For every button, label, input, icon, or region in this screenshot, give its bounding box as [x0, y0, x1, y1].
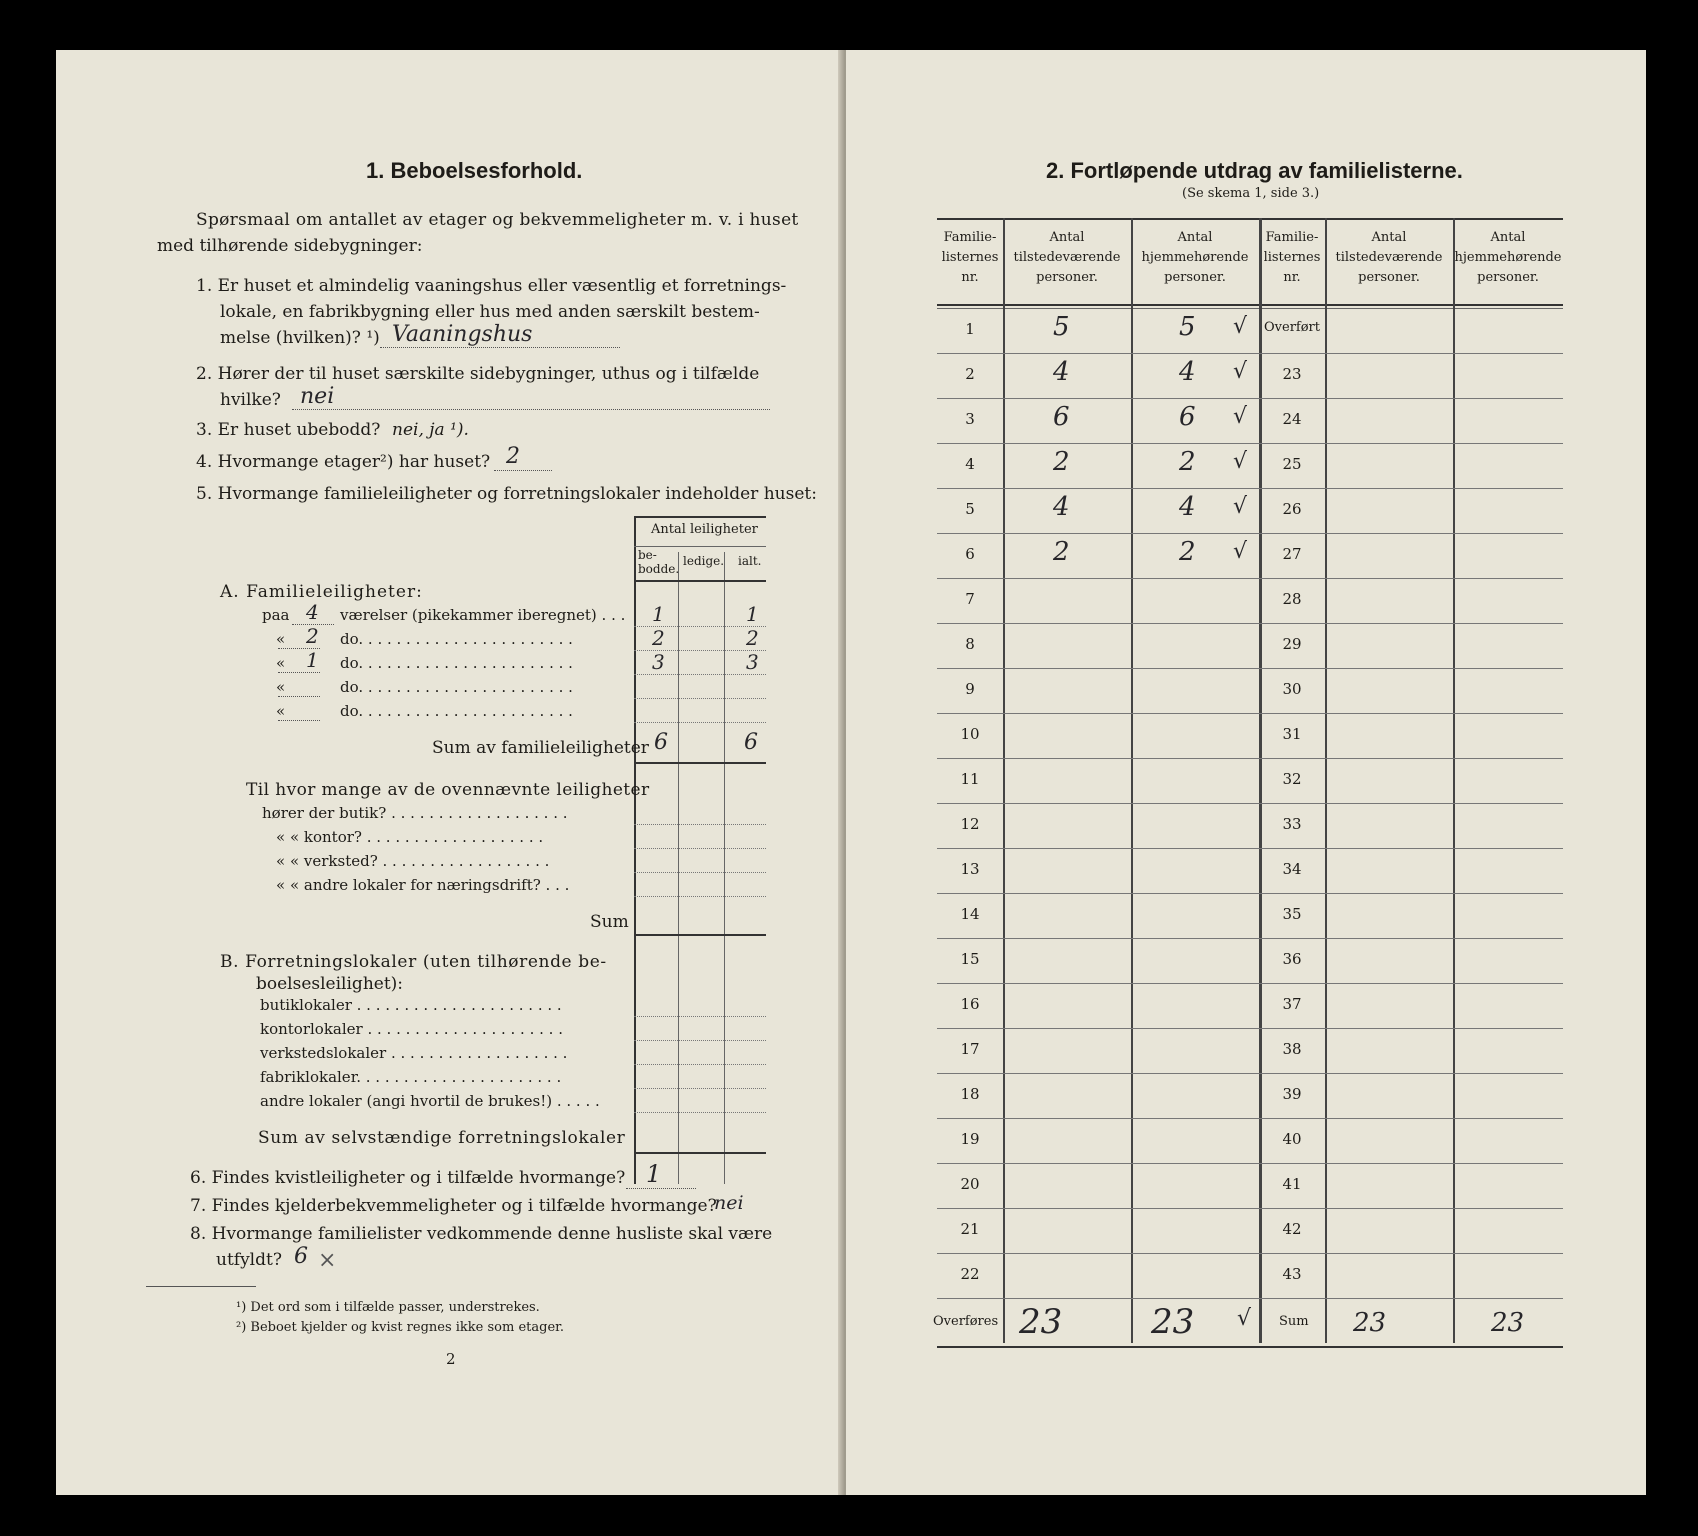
hjemme-value: 5 — [1179, 312, 1196, 342]
check-mark: √ — [1233, 449, 1248, 474]
row-number: 43 — [1282, 1265, 1302, 1283]
intro-line-2: med tilhørende sidebygninger: — [157, 236, 423, 256]
table-divider — [724, 552, 725, 1184]
row-line — [634, 674, 766, 675]
column-header-tilstede: Antal tilstedeværende personer. — [1013, 230, 1121, 285]
section-b-line-2: boelsesleilighet): — [256, 974, 404, 994]
row-number: 25 — [1282, 455, 1302, 473]
row-number: 29 — [1282, 635, 1302, 653]
sum-familieleiligheter-bebodde: 6 — [654, 730, 668, 755]
column-divider — [1003, 218, 1005, 1343]
row-rule — [937, 488, 1563, 489]
row-line — [634, 824, 766, 825]
row-prefix: « — [276, 702, 286, 720]
rooms-line — [278, 696, 320, 697]
question-1-answer: Vaaningshus — [392, 322, 533, 347]
b-row-label: kontorlokaler . . . . . . . . . . . . . . . . . . . . . — [260, 1020, 563, 1038]
question-1-line-3: melse (hvilken)? ¹) — [220, 328, 380, 348]
left-page — [56, 50, 844, 1495]
question-5: 5. Hvormange familieleiligheter og forretningslokaler indeholder huset: — [196, 484, 817, 504]
tilstede-value: 4 — [1053, 492, 1070, 522]
ialt-value: 2 — [746, 626, 759, 650]
column-ledige: ledige. — [683, 554, 725, 568]
sum-label: Sum — [590, 912, 629, 932]
sum-forretningslokaler-label: Sum av selvstændige forretningslokaler — [258, 1128, 626, 1148]
question-2-answer: nei — [300, 384, 335, 409]
row-number: 36 — [1282, 950, 1302, 968]
row-rule — [937, 623, 1563, 624]
sum-rule — [634, 1152, 766, 1154]
row-line — [634, 1016, 766, 1017]
row-number: 8 — [965, 635, 975, 653]
row-rule — [937, 848, 1563, 849]
section-1-title: 1. Beboelsesforhold. — [366, 158, 583, 183]
row-number: 40 — [1282, 1130, 1302, 1148]
sum-rule — [634, 762, 766, 764]
check-mark: √ — [1233, 539, 1248, 564]
row-rule — [937, 803, 1563, 804]
check-mark: √ — [1237, 1306, 1252, 1331]
row-number: 33 — [1282, 815, 1302, 833]
hjemme-value: 4 — [1179, 357, 1196, 387]
page-number: 2 — [446, 1350, 456, 1368]
row-number: 9 — [965, 680, 975, 698]
row-number: 3 — [965, 410, 975, 428]
row-line — [634, 1088, 766, 1089]
column-divider — [1131, 218, 1133, 1343]
question-3-options: nei, ja ¹). — [392, 420, 469, 440]
row-line — [634, 896, 766, 897]
row-line — [634, 872, 766, 873]
row-rule — [937, 443, 1563, 444]
question-3: 3. Er huset ubebodd? — [196, 420, 381, 440]
row-prefix: « — [276, 654, 286, 672]
row-number: 5 — [965, 500, 975, 518]
row-rule — [937, 668, 1563, 669]
row-rule — [937, 938, 1563, 939]
table-border — [634, 516, 636, 1184]
row-rule — [937, 893, 1563, 894]
table-header: Antal leiligheter — [651, 522, 758, 537]
bebodde-value: 1 — [652, 602, 665, 626]
row-line — [634, 722, 766, 723]
hjemme-value: 2 — [1179, 447, 1196, 477]
rooms-count: 2 — [306, 624, 319, 648]
row-rule — [937, 1028, 1563, 1029]
row-label: do. . . . . . . . . . . . . . . . . . . . . . . — [340, 630, 573, 648]
answer-line — [292, 409, 770, 410]
rooms-line — [278, 720, 320, 721]
row-line — [634, 1112, 766, 1113]
tilstede-value: 2 — [1053, 537, 1070, 567]
tally-mark: × — [318, 1248, 337, 1273]
section-2-subtitle: (Se skema 1, side 3.) — [1182, 186, 1320, 201]
sum-tilstede: 23 — [1353, 1308, 1387, 1338]
row-prefix: « — [276, 630, 286, 648]
table-top-rule — [937, 218, 1563, 220]
row-number: 38 — [1282, 1040, 1302, 1058]
b-row-label: andre lokaler (angi hvortil de brukes!) . . . . . — [260, 1092, 600, 1110]
row-number: 42 — [1282, 1220, 1302, 1238]
row-line — [634, 1064, 766, 1065]
tilstede-value: 4 — [1053, 357, 1070, 387]
footnote-rule — [146, 1286, 256, 1287]
question-1-line-2: lokale, en fabrikbygning eller hus med anden særskilt bestem- — [220, 302, 760, 322]
rooms-count: 4 — [306, 600, 319, 624]
row-number: 17 — [960, 1040, 980, 1058]
answer-line — [494, 470, 552, 471]
row-number: 21 — [960, 1220, 980, 1238]
question-1-line-1: 1. Er huset et almindelig vaaningshus eller væsentlig et forretnings- — [196, 276, 787, 296]
question-4: 4. Hvormange etager²) har huset? — [196, 452, 491, 472]
row-number: Overført — [1264, 320, 1320, 335]
row-rule — [937, 1298, 1563, 1299]
question-4-answer: 2 — [506, 444, 520, 469]
row-number: 30 — [1282, 680, 1302, 698]
row-number: 4 — [965, 455, 975, 473]
rooms-count: 1 — [306, 648, 319, 672]
section-a-title: A. Familieleiligheter: — [220, 582, 423, 602]
table-bottom-rule — [937, 1346, 1563, 1348]
row-label: do. . . . . . . . . . . . . . . . . . . . . . . — [340, 654, 573, 672]
row-number: 2 — [965, 365, 975, 383]
table-border — [634, 580, 766, 582]
row-rule — [937, 713, 1563, 714]
column-ialt: ialt. — [738, 554, 762, 568]
question-8-answer: 6 — [294, 1244, 308, 1269]
row-rule — [937, 398, 1563, 399]
row-rule — [937, 1118, 1563, 1119]
hjemme-value: 2 — [1179, 537, 1196, 567]
table-border — [634, 516, 766, 518]
row-number: 14 — [960, 905, 980, 923]
row-number: 37 — [1282, 995, 1302, 1013]
row-number: 32 — [1282, 770, 1302, 788]
hjemme-value: 6 — [1179, 402, 1196, 432]
row-number: 23 — [1282, 365, 1302, 383]
tilstede-value: 2 — [1053, 447, 1070, 477]
question-2-line-1: 2. Hører der til huset særskilte sidebygninger, uthus og i tilfælde — [196, 364, 760, 384]
answer-line — [380, 347, 620, 348]
row-rule — [937, 1073, 1563, 1074]
question-2-line-2: hvilke? — [220, 390, 281, 410]
question-6-answer: 1 — [646, 1160, 662, 1188]
row-line — [634, 1040, 766, 1041]
butik-row-label: « « verksted? . . . . . . . . . . . . . . . . . . — [276, 852, 550, 870]
row-number: 12 — [960, 815, 980, 833]
sum-rule — [634, 934, 766, 936]
sum-familieleiligheter-label: Sum av familieleiligheter — [432, 738, 649, 758]
question-7-answer: nei — [714, 1192, 744, 1214]
row-number: 15 — [960, 950, 980, 968]
row-number: 28 — [1282, 590, 1302, 608]
row-rule — [937, 1163, 1563, 1164]
rooms-line — [278, 672, 320, 673]
familielister-table — [933, 218, 1563, 1343]
row-rule — [937, 1253, 1563, 1254]
b-row-label: fabriklokaler. . . . . . . . . . . . . . . . . . . . . . — [260, 1068, 562, 1086]
question-7: 7. Findes kjelderbekvemmeligheter og i tilfælde hvormange? — [190, 1196, 717, 1216]
column-header-tilstede: Antal tilstedeværende personer. — [1335, 230, 1443, 285]
row-number: 6 — [965, 545, 975, 563]
footnote-2: ²) Beboet kjelder og kvist regnes ikke som etager. — [236, 1320, 565, 1335]
b-row-label: verkstedslokaler . . . . . . . . . . . . . . . . . . . — [260, 1044, 568, 1062]
header-rule — [937, 304, 1563, 306]
header-rule — [937, 308, 1563, 309]
row-number: 18 — [960, 1085, 980, 1103]
row-number: 10 — [960, 725, 980, 743]
ialt-value: 1 — [746, 602, 759, 626]
row-rule — [937, 1208, 1563, 1209]
intro-line-1: Spørsmaal om antallet av etager og bekvemmeligheter m. v. i huset — [196, 210, 799, 230]
butik-row-label: « « andre lokaler for næringsdrift? . . . — [276, 876, 570, 894]
ialt-value: 3 — [746, 650, 759, 674]
bebodde-value: 2 — [652, 626, 665, 650]
row-number: 34 — [1282, 860, 1302, 878]
overfores-hjemme: 23 — [1151, 1302, 1195, 1342]
row-number: 26 — [1282, 500, 1302, 518]
butik-row-label: « « kontor? . . . . . . . . . . . . . . . . . . . — [276, 828, 544, 846]
section-2-title: 2. Fortløpende utdrag av familielisterne. — [1046, 158, 1463, 183]
row-line — [634, 848, 766, 849]
row-rule — [937, 578, 1563, 579]
check-mark: √ — [1233, 359, 1248, 384]
row-number: 24 — [1282, 410, 1302, 428]
hjemme-value: 4 — [1179, 492, 1196, 522]
question-8-line-2: utfyldt? — [216, 1250, 282, 1270]
row-number: 31 — [1282, 725, 1302, 743]
b-row-label: butiklokaler . . . . . . . . . . . . . . . . . . . . . . — [260, 996, 562, 1014]
row-rule — [937, 353, 1563, 354]
row-number: 16 — [960, 995, 980, 1013]
overfores-tilstede: 23 — [1019, 1302, 1063, 1342]
sum-label: Sum — [1279, 1314, 1309, 1329]
table-divider — [634, 546, 766, 547]
row-number: 20 — [960, 1175, 980, 1193]
sum-familieleiligheter-ialt: 6 — [744, 730, 758, 755]
question-8-line-1: 8. Hvormange familielister vedkommende denne husliste skal være — [190, 1224, 773, 1244]
row-label: værelser (pikekammer iberegnet) . . . — [340, 606, 626, 624]
column-header-hjemme: Antal hjemmehørende personer. — [1141, 230, 1249, 285]
bebodde-value: 3 — [652, 650, 665, 674]
overfores-label: Overføres — [933, 1314, 999, 1329]
row-rule — [937, 758, 1563, 759]
row-number: 39 — [1282, 1085, 1302, 1103]
row-prefix: paa — [262, 606, 290, 624]
footnote-1: ¹) Det ord som i tilfælde passer, understrekes. — [236, 1300, 540, 1315]
row-number: 41 — [1282, 1175, 1302, 1193]
table-divider — [678, 552, 679, 1184]
row-number: 7 — [965, 590, 975, 608]
row-prefix: « — [276, 678, 286, 696]
row-number: 13 — [960, 860, 980, 878]
section-b-line-1: B. Forretningslokaler (uten tilhørende be- — [220, 952, 607, 972]
row-number: 27 — [1282, 545, 1302, 563]
row-line — [634, 698, 766, 699]
column-header-nr: Familie- listernes nr. — [1263, 230, 1321, 285]
row-rule — [937, 533, 1563, 534]
column-header-nr: Familie- listernes nr. — [941, 230, 999, 285]
row-number: 22 — [960, 1265, 980, 1283]
question-6: 6. Findes kvistleiligheter og i tilfælde hvormange? — [190, 1168, 626, 1188]
butik-row-label: hører der butik? . . . . . . . . . . . . . . . . . . . — [262, 804, 568, 822]
column-divider — [1453, 218, 1455, 1343]
row-number: 35 — [1282, 905, 1302, 923]
row-label: do. . . . . . . . . . . . . . . . . . . . . . . — [340, 678, 573, 696]
tilstede-value: 6 — [1053, 402, 1070, 432]
butik-intro: Til hvor mange av de ovennævnte leiligheter — [246, 780, 650, 800]
check-mark: √ — [1233, 404, 1248, 429]
column-bebodde: be- bodde. — [638, 548, 680, 576]
tilstede-value: 5 — [1053, 312, 1070, 342]
sum-hjemme: 23 — [1491, 1308, 1525, 1338]
check-mark: √ — [1233, 494, 1248, 519]
row-number: 11 — [960, 770, 980, 788]
row-rule — [937, 983, 1563, 984]
check-mark: √ — [1233, 314, 1248, 339]
column-divider — [1325, 218, 1327, 1343]
row-label: do. . . . . . . . . . . . . . . . . . . . . . . — [340, 702, 573, 720]
row-number: 1 — [965, 320, 975, 338]
column-header-hjemme: Antal hjemmehørende personer. — [1454, 230, 1562, 285]
answer-line — [626, 1188, 696, 1189]
row-number: 19 — [960, 1130, 980, 1148]
